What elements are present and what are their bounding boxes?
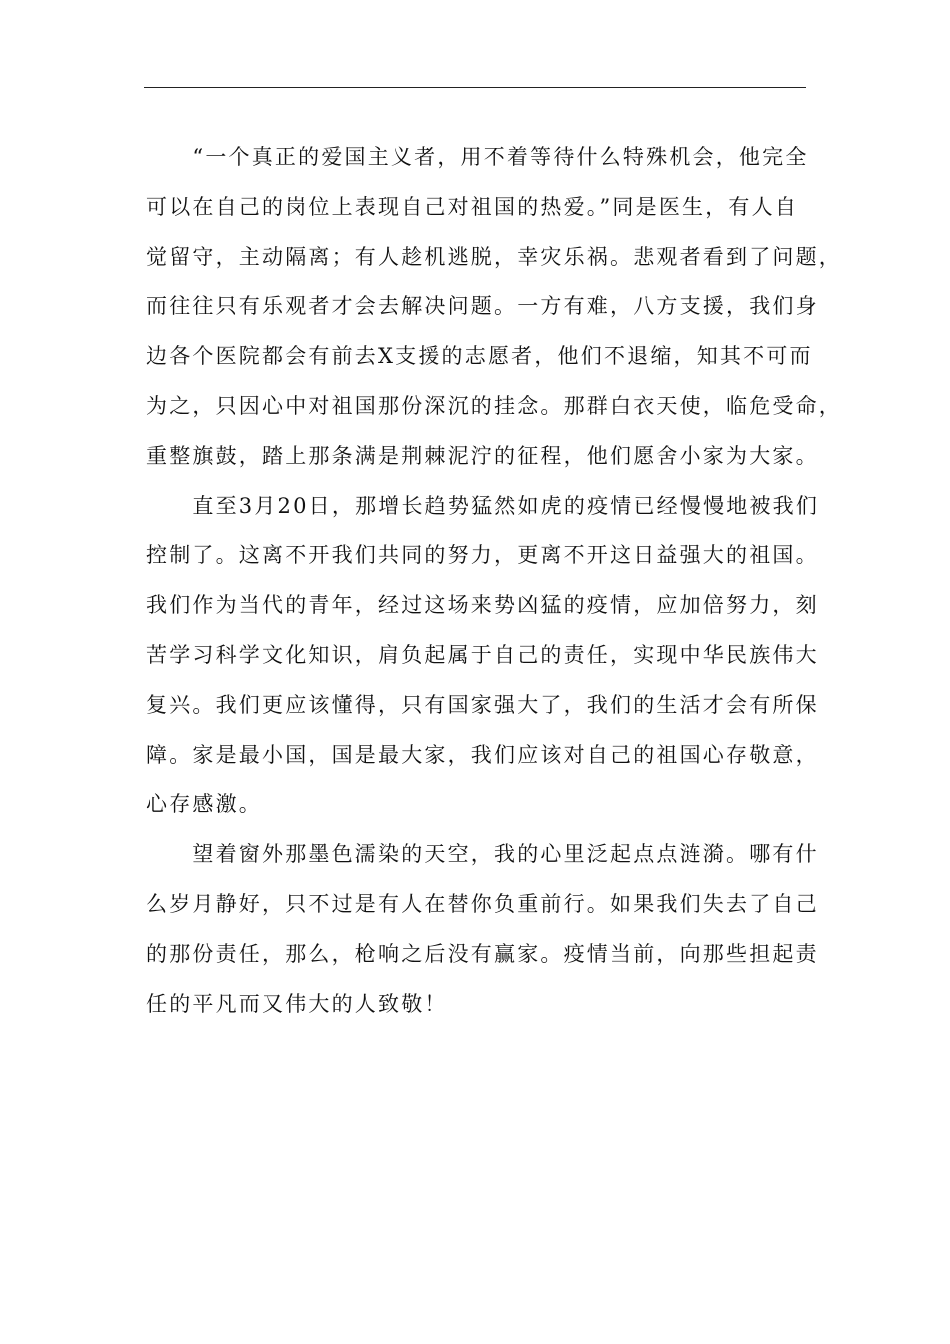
header-rule [144, 87, 806, 88]
text-line: 觉留守，主动隔离；有人趁机逃脱，幸灾乐祸。悲观者看到了问题， [146, 244, 842, 269]
text-line: 的那份责任，那么，枪响之后没有赢家。疫情当前，向那些担起责 [146, 941, 819, 966]
text-line: 控制了。这离不开我们共同的努力，更离不开这日益强大的祖国。 [146, 543, 819, 568]
paragraph-2 [146, 482, 820, 831]
text-line: 边各个医院都会有前去X支援的志愿者，他们不退缩，知其不可而 [146, 344, 813, 369]
text-line: 为之，只因心中对祖国那份深沉的挂念。那群白衣天使，临危受命， [146, 393, 842, 418]
paragraph-1 [146, 133, 842, 482]
paragraph-3 [146, 830, 819, 1029]
text-line: 望着窗外那墨色濡染的天空，我的心里泛起点点涟漪。哪有什 [146, 842, 819, 867]
text-line: 障。家是最小国，国是最大家，我们应该对自己的祖国心存敬意， [146, 742, 819, 767]
body-text [146, 133, 842, 1029]
text-line: “一个真正的爱国主义者，用不着等待什么特殊机会，他完全 [146, 145, 809, 169]
text-line: 任的平凡而又伟大的人致敬！ [146, 991, 448, 1016]
text-line: 而往往只有乐观者才会去解决问题。一方有难，八方支援，我们身 [146, 294, 819, 319]
text-line: 么岁月静好，只不过是有人在替你负重前行。如果我们失去了自己 [146, 891, 819, 916]
text-line: 直至3月20日，那增长趋势猛然如虎的疫情已经慢慢地被我们 [146, 493, 820, 518]
text-line: 心存感激。 [146, 792, 262, 817]
text-line: 复兴。我们更应该懂得，只有国家强大了，我们的生活才会有所保 [146, 692, 819, 717]
text-line: 重整旗鼓，踏上那条满是荆棘泥泞的征程，他们愿舍小家为大家。 [146, 443, 819, 468]
text-line: 苦学习科学文化知识，肩负起属于自己的责任，实现中华民族伟大 [146, 642, 819, 667]
text-line: 可以在自己的岗位上表现自己对祖国的热爱。”同是医生，有人自 [146, 194, 799, 219]
text-line: 我们作为当代的青年，经过这场来势凶猛的疫情，应加倍努力，刻 [146, 593, 819, 618]
